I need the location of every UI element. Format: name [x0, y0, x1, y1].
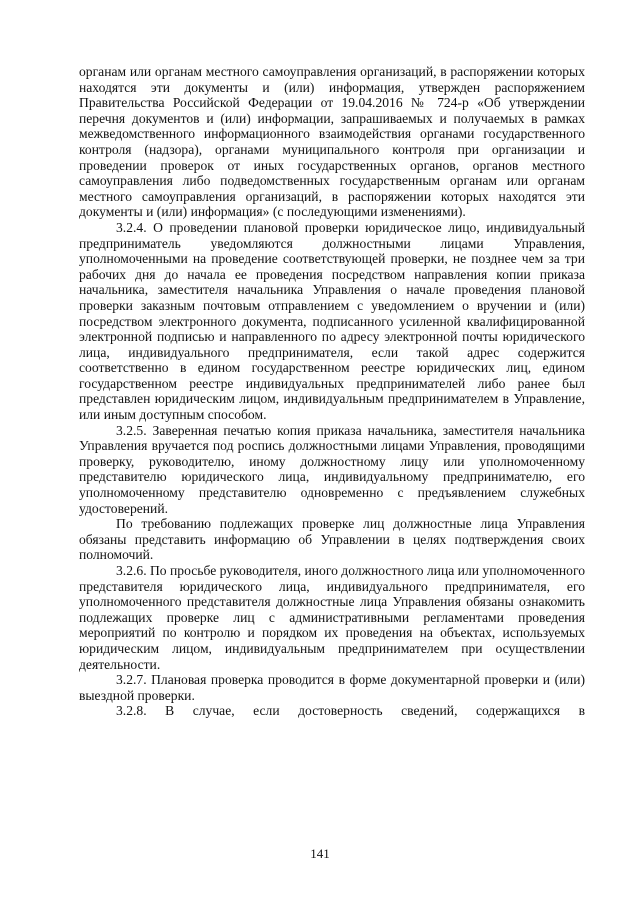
paragraph-continuation: органам или органам местного самоуправления организаций, в распоряжении которых находятся эти документы и (или) информация, утвержден распоряжением Правительства Российской Федерации от 19.04.2016 № 724-р «Об утверждении перечня документов и (или) информации, запрашиваемых и получаемых в рамках межведомственного информационного взаимодействия органами государственного контроля (надзора), органами муниципального контроля при организации и проведении проверок от иных государственных органов, органов местного самоуправления либо подведомственных государственным органам или органам местного самоуправления организаций, в распоряжении которых находятся эти документы и (или) информация» (с последующими изменениями).	[79, 64, 585, 220]
paragraph-3-2-5: 3.2.5. Заверенная печатью копия приказа начальника, заместителя начальника Управления вручается под роспись должностными лицами Управления, проводящими проверку, руководителю, иному должностному лицу или уполномоченному представителю юридического лица, индивидуальному предпринимателю, его уполномоченному представителю одновременно с предъявлением служебных удостоверений.	[79, 422, 585, 516]
paragraph-3-2-7: 3.2.7. Плановая проверка проводится в форме документарной проверки и (или) выездной проверки.	[79, 672, 585, 703]
document-body	[79, 64, 585, 719]
paragraph-3-2-6: 3.2.6. По просьбе руководителя, иного должностного лица или уполномоченного представителя юридического лица, индивидуального предпринимателя, его уполномоченного представителя должностные лица Управления обязаны ознакомить подлежащих проверке лиц с административными регламентами проведения мероприятий по контролю и порядком их проведения на объектах, используемых юридическим лицом, индивидуальным предпринимателем при осуществлении деятельности.	[79, 563, 585, 672]
paragraph-credentials-request: По требованию подлежащих проверке лиц должностные лица Управления обязаны представить информацию об Управлении в целях подтверждения своих полномочий.	[79, 516, 585, 563]
paragraph-3-2-8: 3.2.8. В случае, если достоверность сведений, содержащихся в	[116, 703, 585, 719]
page-number: 141	[310, 846, 330, 861]
paragraph-3-2-4: 3.2.4. О проведении плановой проверки юридическое лицо, индивидуальный предприниматель уведомляются должностными лицами Управления, уполномоченными на проведение соответствующей проверки, не позднее чем за три рабочих дня до начала ее проведения посредством направления копии приказа начальника, заместителя начальника Управления о начале проведения плановой проверки заказным почтовым отправлением с уведомлением о вручении и (или) посредством электронного документа, подписанного усиленной квалифицированной электронной подписью и направленного по адресу электронной почты юридического лица, индивидуального предпринимателя, если такой адрес содержится соответственно в едином государственном реестре юридических лиц, едином государственном реестре индивидуальных предпринимателей либо ранее был представлен юридическим лицом, индивидуальным предпринимателем в Управление, или иным доступным способом.	[79, 219, 585, 423]
